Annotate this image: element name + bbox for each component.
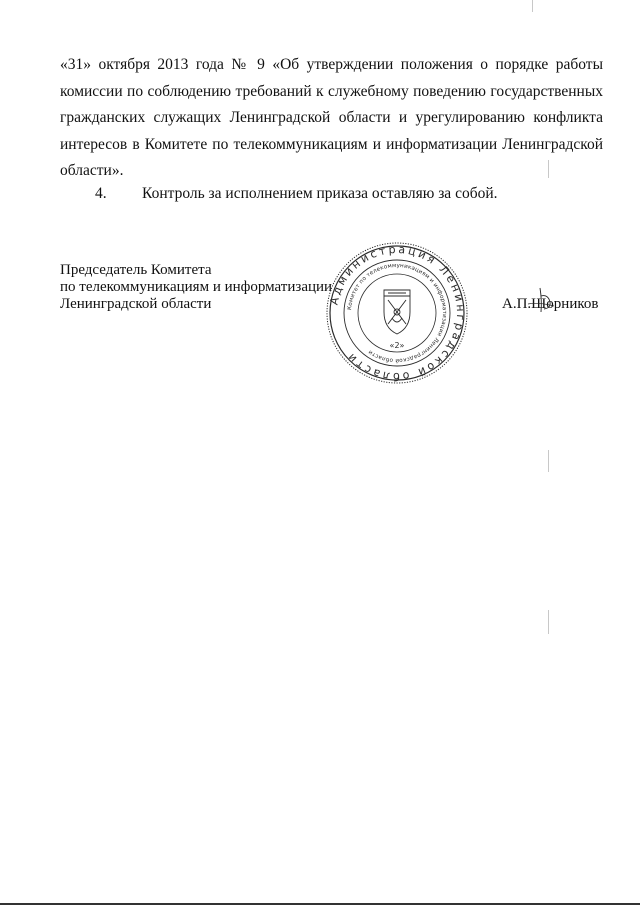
item-4-number: 4. [95,185,107,202]
item-4-text: Контроль за исполнением приказа оставляю за собой. [142,185,498,202]
signer-title [60,262,332,313]
signer-title-line-1: Председатель Комитета [60,262,212,278]
svg-text:Комитет по телекоммуникациям и: Комитет по телекоммуникациям и информатизации Ленинградской области [347,262,448,364]
scan-mark [548,450,549,472]
svg-text:«2»: «2» [389,341,405,350]
scan-mark [548,160,549,178]
signer-name: А.П.Шорников [502,296,599,312]
handwritten-signature [520,282,580,322]
scan-mark [548,610,549,634]
scan-mark [532,0,533,12]
item-4 [95,181,498,207]
signer-title-line-3: Ленинградской области [60,296,212,312]
paragraph-continuation: «31» октября 2013 года № 9 «Об утверждении положения о порядке работы комиссии по соблюдению требований к служебному поведению государственных гражданских служащих Ленинградской области и урегулированию конфликта интересов в Комитете по телекоммуникациям и информатизации Ленинградской области». [60,56,603,179]
signer-title-line-2: по телекоммуникациям и информатизации [60,279,333,295]
svg-text:Администрация Ленинградской об: Администрация Ленинградской области [327,242,468,384]
coat-of-arms-icon [384,290,410,334]
official-seal-stamp [322,240,472,386]
